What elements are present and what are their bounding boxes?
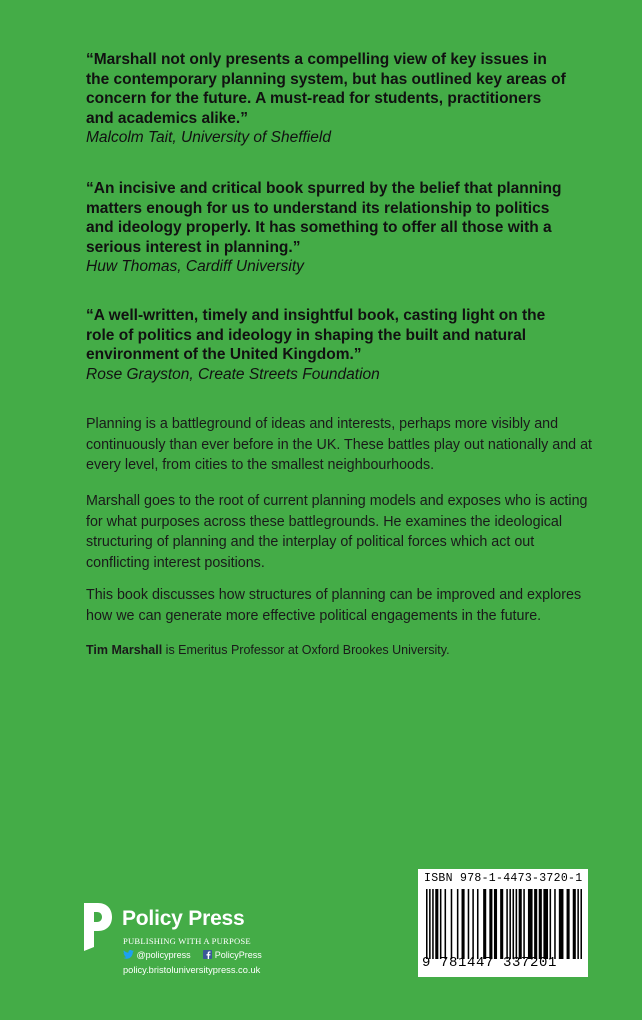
barcode-bar: [468, 889, 470, 959]
barcode-bar: [559, 889, 564, 959]
barcode-bar: [554, 889, 556, 959]
barcode-bar: [519, 889, 522, 959]
description-paragraph-2: Marshall goes to the root of current planning models and exposes who is acting for what purposes across these battlegrounds. He examines the ideological structuring of planning and the interplay of political forces which act out conflicting interest positions.: [86, 493, 588, 571]
author-bio: [86, 641, 596, 659]
quote-text: “Marshall not only presents a compelling view of key issues in the contemporary planning system, but has outlined key areas of concern for the future. A must-read for students, practitioners and academics alike.”: [86, 51, 566, 127]
barcode-bar: [509, 889, 511, 959]
barcode-bar: [500, 889, 503, 959]
barcode-bar: [577, 889, 579, 959]
twitter-icon: [123, 950, 134, 961]
barcode-bar: [429, 889, 431, 959]
quote-text: “A well-written, timely and insightful book, casting light on the role of politics and ideology in shaping the built and natural environment of the United Kingdom.”: [86, 307, 546, 363]
barcode-bar: [567, 889, 570, 959]
barcode-digits: 9 781447 337201: [422, 955, 558, 971]
publisher-logo: [82, 903, 302, 983]
barcode-bar: [534, 889, 537, 959]
barcode-bar: [435, 889, 438, 959]
barcode-bar: [440, 889, 442, 959]
review-quote-1: [86, 50, 566, 148]
barcode-bar: [543, 889, 548, 959]
twitter-link[interactable]: [123, 950, 191, 961]
quote-text: “An incisive and critical book spurred by the belief that planning matters enough for us to understand its relationship to politics and ideology properly. It has something to offer all those with a serious interest in planning.”: [86, 180, 562, 256]
publisher-website-link[interactable]: policy.bristoluniversitypress.co.uk: [123, 965, 261, 975]
barcode-bar: [477, 889, 479, 959]
barcode-bar: [451, 889, 453, 959]
barcode-bar: [483, 889, 486, 959]
barcode-bar: [426, 889, 428, 959]
facebook-link[interactable]: [203, 950, 262, 961]
isbn-label: ISBN 978-1-4473-3720-1: [424, 872, 583, 885]
barcode-bar: [462, 889, 465, 959]
barcode-bar: [445, 889, 447, 959]
description-paragraph-3: This book discusses how structures of planning can be improved and explores how we can generate more effective political engagements in the future.: [86, 587, 582, 624]
barcode-bar: [506, 889, 508, 959]
description-paragraph-1: Planning is a battleground of ideas and interests, perhaps more visibly and continuously than ever before in the UK. These battles play out nationally and at every level, from cities to the smallest neighbourhoods.: [86, 416, 593, 473]
review-quote-2: [86, 179, 566, 277]
barcode-bar: [550, 889, 552, 959]
quote-attribution: Rose Grayston, Create Streets Foundation: [86, 365, 380, 383]
barcode-bar: [489, 889, 492, 959]
barcode-bar: [523, 889, 525, 959]
twitter-handle: @policypress: [136, 950, 191, 960]
barcode-bar: [573, 889, 576, 959]
barcode-bar: [528, 889, 533, 959]
barcode-bars: [426, 889, 582, 959]
quote-attribution: Malcolm Tait, University of Sheffield: [86, 129, 331, 146]
barcode-bar: [494, 889, 497, 959]
review-quote-3: [86, 306, 566, 384]
barcode-bar: [432, 889, 434, 959]
barcode-bar: [516, 889, 518, 959]
facebook-icon: [203, 950, 212, 961]
quote-attribution: Huw Thomas, Cardiff University: [86, 258, 304, 275]
policy-press-logo-icon: [82, 903, 112, 951]
isbn-barcode: [418, 869, 588, 977]
barcode-bar: [580, 889, 582, 959]
barcode-bar: [472, 889, 474, 959]
barcode-bar: [539, 889, 542, 959]
barcode-bar: [457, 889, 459, 959]
author-name: Tim Marshall: [86, 643, 163, 657]
barcode-bar: [513, 889, 515, 959]
publisher-name: Policy Press: [122, 907, 245, 930]
author-description: is Emeritus Professor at Oxford Brookes University.: [162, 643, 450, 657]
publisher-tagline: PUBLISHING WITH A PURPOSE: [123, 936, 251, 946]
facebook-handle: PolicyPress: [214, 950, 262, 960]
social-links: [123, 950, 272, 961]
